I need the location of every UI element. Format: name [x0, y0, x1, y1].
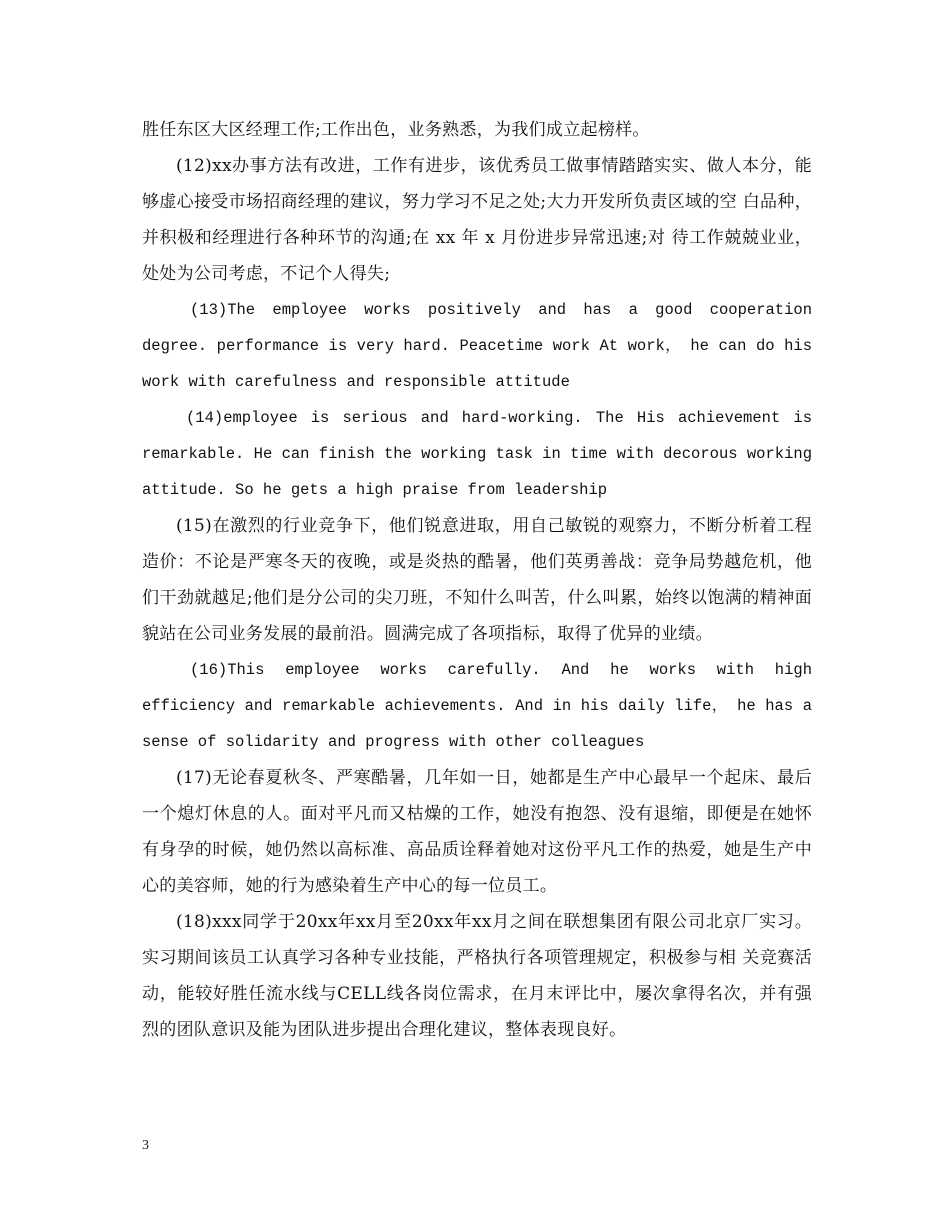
- paragraph-14: (14)employee is serious and hard-working. The His achievement is remarkable. He can finish the working task in time with decorous working attitude. So he gets a high praise from leadership: [142, 409, 812, 499]
- paragraph-17: (17)无论春夏秋冬、严寒酷暑，几年如一日，她都是生产中心最早一个起床、最后一个熄灯休息的人。面对平凡而又枯燥的工作，她没有抱怨、没有退缩，即便是在她怀有身孕的时候，她仍然以高标准、高品质诠释着她对这份平凡工作的热爱，她是生产中心的美容师，她的行为感染着生产中心的每一位员工。: [142, 768, 812, 896]
- paragraph-12: (12)xx办事方法有改进，工作有进步，该优秀员工做事情踏踏实实、做人本分，能够虚心接受市场招商经理的建议，努力学习不足之处;大力开发所负责区域的空 白品种，并积极和经理进行各种环节的沟通;在 xx 年 x 月份进步异常迅速;对 待工作兢兢业业，处处为公司考虑，不记个人得失;: [142, 156, 812, 284]
- page-number: 3: [142, 1138, 149, 1153]
- paragraph-18: (18)xxx同学于20xx年xx月至20xx年xx月之间在联想集团有限公司北京厂实习。实习期间该员工认真学习各种专业技能，严格执行各项管理规定，积极参与相 关竞赛活动，能较好胜任流水线与CELL线各岗位需求，在月末评比中，屡次拿得名次，并有强烈的团队意识及能为团队进步提出合理化建议，整体表现良好。: [142, 912, 812, 1040]
- paragraph-13: (13)The employee works positively and has a good cooperation degree. performance is very hard. Peacetime work At work， he can do his work with carefulness and responsible attitude: [142, 301, 812, 391]
- paragraph-continuation: 胜任东区大区经理工作;工作出色，业务熟悉，为我们成立起榜样。: [142, 120, 650, 140]
- paragraph-16: (16)This employee works carefully. And he works with high efficiency and remarkable achievements. And in his daily life， he has a sense of solidarity and progress with other colleagues: [142, 661, 812, 751]
- paragraph-15: (15)在激烈的行业竞争下，他们锐意进取，用自己敏锐的观察力，不断分析着工程造价：不论是严寒冬天的夜晚，或是炎热的酷暑，他们英勇善战：竞争局势越危机，他们干劲就越足;他们是分公司的尖刀班，不知什么叫苦，什么叫累，始终以饱满的精神面貌站在公司业务发展的最前沿。圆满完成了各项指标，取得了优异的业绩。: [142, 516, 812, 644]
- document-body: [142, 112, 812, 1048]
